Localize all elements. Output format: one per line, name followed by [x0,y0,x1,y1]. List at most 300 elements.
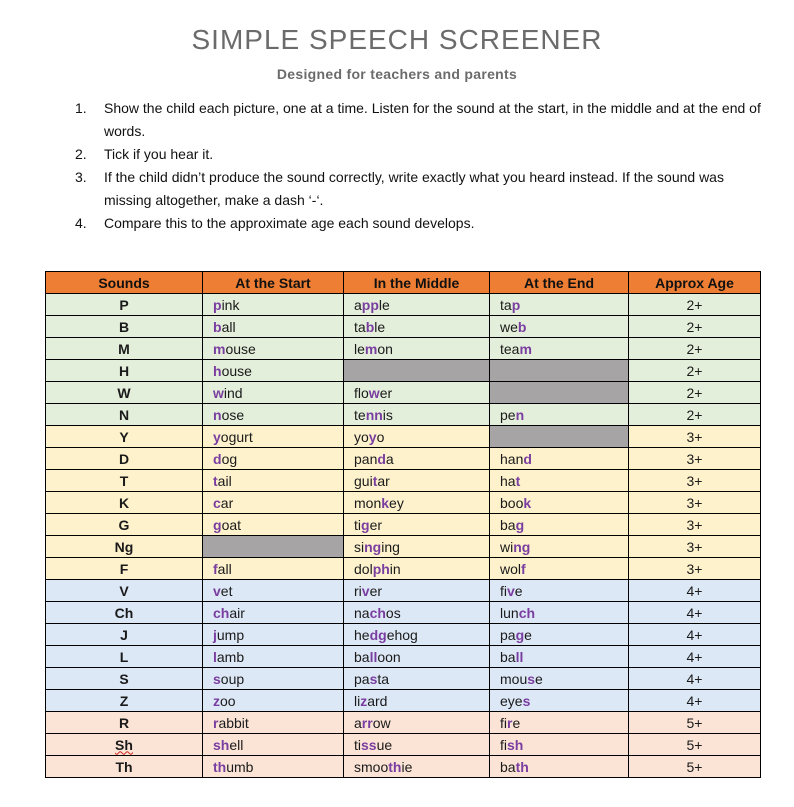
word-fragment: on [377,340,393,357]
sound-label: F [119,560,129,577]
sound-label: Ng [114,538,134,555]
table-row [46,338,761,360]
word-fragment: ta [354,318,366,335]
empty-cell [490,360,629,382]
instruction-item [72,166,762,212]
empty-cell [490,426,629,448]
word-fragment: ie [401,758,413,775]
approx-age-cell: 4+ [629,602,761,624]
word-fragment: ouse [225,340,256,357]
word-fragment: gui [354,472,373,489]
word-cell-end [490,316,629,338]
approx-age-cell: 4+ [629,624,761,646]
approx-age-cell: 5+ [629,756,761,778]
word-cell-middle [344,294,490,316]
word-cell-middle [344,580,490,602]
target-sound-highlight: v [213,582,221,599]
word-fragment: ell [229,736,244,753]
word-cell-middle [344,712,490,734]
table-row [46,316,761,338]
sound-label: M [118,340,130,357]
table-body [46,294,761,778]
table-header-row [46,272,761,294]
word-fragment: er [369,516,383,533]
table-row [46,404,761,426]
target-sound-highlight: ll [369,648,378,665]
sound-label: R [118,714,130,731]
table-row [46,756,761,778]
target-sound-highlight: th [213,758,227,775]
table-row [46,734,761,756]
target-sound-highlight: m [213,340,226,357]
table-row [46,360,761,382]
word-cell-start [203,360,344,382]
word-cell-end [490,514,629,536]
column-header-start: At the Start [203,272,344,294]
target-sound-highlight: c [213,494,221,511]
instruction-text: Compare this to the approximate age each sound develops. [104,215,475,231]
word-fragment: fi [500,582,507,599]
target-sound-highlight: t [213,472,218,489]
sound-label: H [118,362,130,379]
sound-cell [46,470,203,492]
word-fragment: le [354,340,365,357]
word-fragment: le [374,318,386,335]
target-sound-highlight: z [213,692,220,709]
word-cell-start [203,294,344,316]
target-sound-highlight: v [361,582,370,599]
approx-age-cell: 4+ [629,668,761,690]
word-fragment: ti [354,736,361,753]
word-fragment: air [229,604,245,621]
approx-age-cell: 3+ [629,536,761,558]
word-cell-middle [344,404,490,426]
approx-age-cell: 4+ [629,690,761,712]
word-cell-middle [344,426,490,448]
word-cell-middle [344,756,490,778]
word-cell-middle [344,624,490,646]
word-cell-middle [344,316,490,338]
target-sound-highlight: y [368,428,377,445]
table-row [46,668,761,690]
word-cell-start [203,646,344,668]
sound-cell [46,580,203,602]
word-fragment: ba [354,648,370,665]
word-fragment: a [354,714,362,731]
word-cell-start [203,514,344,536]
sound-label: N [118,406,130,423]
page-title: SIMPLE SPEECH SCREENER [191,24,603,55]
target-sound-highlight: y [213,428,221,445]
word-cell-start [203,426,344,448]
sound-label: G [118,516,130,533]
word-cell-start [203,690,344,712]
word-cell-end [490,492,629,514]
target-sound-highlight: s [213,670,221,687]
word-fragment: ehog [386,626,418,643]
target-sound-highlight: pp [361,296,379,313]
table-row [46,624,761,646]
word-fragment: boo [500,494,524,511]
instructions-list [72,97,762,235]
word-cell-middle [344,514,490,536]
sound-label: Ch [114,604,134,621]
word-cell-end [490,294,629,316]
sound-cell [46,558,203,580]
word-cell-middle [344,734,490,756]
word-fragment: ba [500,758,516,775]
word-fragment: ouse [221,362,252,379]
table-row [46,690,761,712]
sound-label: W [117,384,131,401]
word-cell-end [490,338,629,360]
word-cell-start [203,470,344,492]
table-row [46,470,761,492]
word-fragment: dol [354,560,373,577]
word-cell-middle [344,470,490,492]
word-fragment: e [535,670,543,687]
word-fragment: ogurt [220,428,253,445]
sound-label: D [118,450,130,467]
word-fragment: amb [216,648,245,665]
word-cell-end [490,712,629,734]
sound-label: V [119,582,129,599]
word-fragment: tea [500,340,520,357]
word-cell-end [490,646,629,668]
word-fragment: er [369,582,383,599]
word-cell-middle [344,668,490,690]
sound-cell [46,382,203,404]
word-cell-end [490,624,629,646]
approx-age-cell: 4+ [629,646,761,668]
word-cell-start [203,602,344,624]
sound-label: S [119,670,129,687]
target-sound-highlight: s [522,692,531,709]
target-sound-highlight: g [361,516,370,533]
target-sound-highlight: rr [361,714,373,731]
word-fragment: oat [221,516,242,533]
sound-cell [46,404,203,426]
word-fragment: ue [376,736,393,753]
sound-cell [46,712,203,734]
word-cell-end [490,536,629,558]
target-sound-highlight: l [213,648,217,665]
sound-cell [46,646,203,668]
word-fragment: ind [223,384,243,401]
sound-cell [46,492,203,514]
sound-cell [46,514,203,536]
sound-cell [46,536,203,558]
column-header-end: At the End [490,272,629,294]
target-sound-highlight: b [517,318,527,335]
target-sound-highlight: d [213,450,222,467]
table-row [46,712,761,734]
table-row [46,426,761,448]
word-fragment: flo [354,384,369,401]
table-row [46,448,761,470]
target-sound-highlight: ss [361,736,377,753]
word-cell-end [490,668,629,690]
word-fragment: ose [221,406,245,423]
word-cell-middle [344,448,490,470]
table-row [46,602,761,624]
word-fragment: ti [354,516,361,533]
word-fragment: in [389,560,401,577]
sound-cell [46,690,203,712]
word-fragment: all [217,560,232,577]
instruction-number: 2. [75,146,87,162]
word-fragment: ta [500,296,512,313]
word-cell-start [203,338,344,360]
sound-label: B [118,318,130,335]
word-fragment: na [354,604,370,621]
target-sound-highlight: g [213,516,222,533]
sound-cell [46,624,203,646]
sound-cell [46,360,203,382]
word-fragment: og [221,450,238,467]
table-row [46,294,761,316]
word-cell-end [490,734,629,756]
word-fragment: lun [500,604,519,621]
word-cell-start [203,624,344,646]
word-fragment: le [378,296,390,313]
target-sound-highlight: s [527,670,536,687]
column-header-age: Approx Age [629,272,761,294]
empty-cell [344,360,490,382]
instruction-text: Tick if you hear it. [104,146,214,162]
sound-label: P [119,296,129,313]
word-fragment: pa [500,626,516,643]
target-sound-highlight: z [360,692,368,709]
word-fragment: eye [500,692,523,709]
empty-cell [490,382,629,404]
word-fragment: ard [367,692,388,709]
word-cell-start [203,668,344,690]
word-fragment: te [354,406,366,423]
word-cell-start [203,734,344,756]
word-fragment: li [354,692,361,709]
target-sound-highlight: w [213,384,224,401]
target-sound-highlight: ch [518,604,536,621]
target-sound-highlight: r [213,714,219,731]
target-sound-highlight: th [515,758,529,775]
speech-screener-table [45,271,761,778]
word-cell-start [203,580,344,602]
word-fragment: ow [372,714,391,731]
word-cell-end [490,470,629,492]
target-sound-highlight: v [507,582,515,599]
word-fragment: ar [220,494,234,511]
approx-age-cell: 2+ [629,360,761,382]
word-fragment: all [221,318,236,335]
word-cell-middle [344,382,490,404]
instruction-number: 3. [75,169,87,185]
target-sound-highlight: sh [213,736,230,753]
target-sound-highlight: ph [372,560,390,577]
approx-age-cell: 4+ [629,580,761,602]
target-sound-highlight: ng [513,538,531,555]
word-fragment: pa [354,670,370,687]
word-fragment: oon [377,648,401,665]
word-fragment: we [500,318,518,335]
sound-cell [46,602,203,624]
word-fragment: ba [500,648,516,665]
word-cell-end [490,602,629,624]
word-cell-middle [344,602,490,624]
approx-age-cell: 2+ [629,316,761,338]
target-sound-highlight: g [515,626,525,643]
target-sound-highlight: m [519,340,532,357]
table-row [46,580,761,602]
table-row [46,492,761,514]
empty-cell [203,536,344,558]
target-sound-highlight: w [368,384,380,401]
word-fragment: wol [500,560,522,577]
word-fragment: ba [500,516,516,533]
instruction-item [72,143,762,166]
word-fragment: er [379,384,393,401]
instruction-number: 1. [75,100,87,116]
word-cell-end [490,756,629,778]
word-cell-start [203,558,344,580]
word-fragment: si [354,538,365,555]
approx-age-cell: 5+ [629,712,761,734]
word-fragment: umb [226,758,254,775]
target-sound-highlight: r [507,714,513,731]
word-fragment: yo [354,428,369,445]
word-fragment: os [385,604,401,621]
approx-age-cell: 2+ [629,338,761,360]
page-subtitle: Designed for teachers and parents [276,66,518,82]
target-sound-highlight: p [511,296,521,313]
word-cell-end [490,448,629,470]
word-fragment: ey [389,494,404,511]
word-cell-start [203,756,344,778]
table-row [46,646,761,668]
word-fragment: abbit [218,714,249,731]
word-fragment: mou [500,670,528,687]
target-sound-highlight: g [515,516,525,533]
sound-cell [46,294,203,316]
sound-label: J [120,626,128,643]
sound-cell [46,734,203,756]
sound-cell [46,668,203,690]
sound-label: T [119,472,129,489]
word-fragment: pan [354,450,378,467]
sound-cell [46,426,203,448]
word-fragment: ump [216,626,245,643]
approx-age-cell: 2+ [629,382,761,404]
word-fragment: et [220,582,233,599]
sound-label: Sh [115,736,133,753]
word-fragment: ta [377,670,390,687]
word-fragment: he [354,626,370,643]
word-fragment: ha [500,472,516,489]
target-sound-highlight: b [365,318,375,335]
sound-cell [46,316,203,338]
word-cell-start [203,404,344,426]
sound-label: L [119,648,129,665]
word-fragment: smoo [354,758,389,775]
approx-age-cell: 3+ [629,448,761,470]
target-sound-highlight: n [213,406,222,423]
target-sound-highlight: b [213,318,222,335]
word-fragment: ink [221,296,240,313]
target-sound-highlight: k [523,494,532,511]
target-sound-highlight: s [369,670,378,687]
approx-age-cell: 3+ [629,514,761,536]
word-fragment: ail [217,472,232,489]
target-sound-highlight: ng [364,538,382,555]
target-sound-highlight: ch [213,604,230,621]
approx-age-cell: 3+ [629,492,761,514]
sound-cell [46,448,203,470]
word-cell-start [203,382,344,404]
column-header-sounds: Sounds [46,272,203,294]
word-fragment: o [376,428,385,445]
instruction-text: If the child didn’t produce the sound correctly, write exactly what you heard instead. If the sound was missing altogether, make a dash ‘-‘. [104,169,724,208]
approx-age-cell: 2+ [629,294,761,316]
target-sound-highlight: h [213,362,222,379]
table-row [46,536,761,558]
word-fragment: is [382,406,393,423]
word-cell-middle [344,646,490,668]
sound-cell [46,756,203,778]
word-fragment: han [500,450,524,467]
target-sound-highlight: f [521,560,526,577]
word-cell-start [203,448,344,470]
instruction-item [72,97,762,143]
target-sound-highlight: f [213,560,218,577]
sound-label: Th [115,758,133,775]
word-fragment: pe [500,406,516,423]
word-cell-end [490,690,629,712]
column-header-middle: In the Middle [344,272,490,294]
word-cell-end [490,404,629,426]
target-sound-highlight: t [372,472,378,489]
sound-label: Y [119,428,129,445]
word-fragment: oo [220,692,236,709]
sound-label: Z [119,692,129,709]
word-fragment: wi [500,538,514,555]
word-cell-middle [344,558,490,580]
word-fragment: oup [220,670,245,687]
instruction-text: Show the child each picture, one at a time. Listen for the sound at the start, in the middle and at the end of words. [104,100,761,139]
target-sound-highlight: n [515,406,525,423]
approx-age-cell: 3+ [629,426,761,448]
target-sound-highlight: sh [507,736,524,753]
word-fragment: mon [354,494,382,511]
word-fragment: a [354,296,362,313]
word-cell-start [203,316,344,338]
sound-label: K [118,494,130,511]
word-cell-middle [344,690,490,712]
target-sound-highlight: dg [369,626,387,643]
target-sound-highlight: j [213,626,217,643]
word-fragment: fi [500,714,507,731]
approx-age-cell: 5+ [629,734,761,756]
target-sound-highlight: ch [369,604,386,621]
word-fragment: ar [377,472,390,489]
table-row [46,558,761,580]
target-sound-highlight: k [381,494,390,511]
word-fragment: a [385,450,394,467]
target-sound-highlight: p [213,296,222,313]
word-cell-start [203,712,344,734]
approx-age-cell: 3+ [629,558,761,580]
target-sound-highlight: t [515,472,521,489]
word-fragment: e [514,582,523,599]
